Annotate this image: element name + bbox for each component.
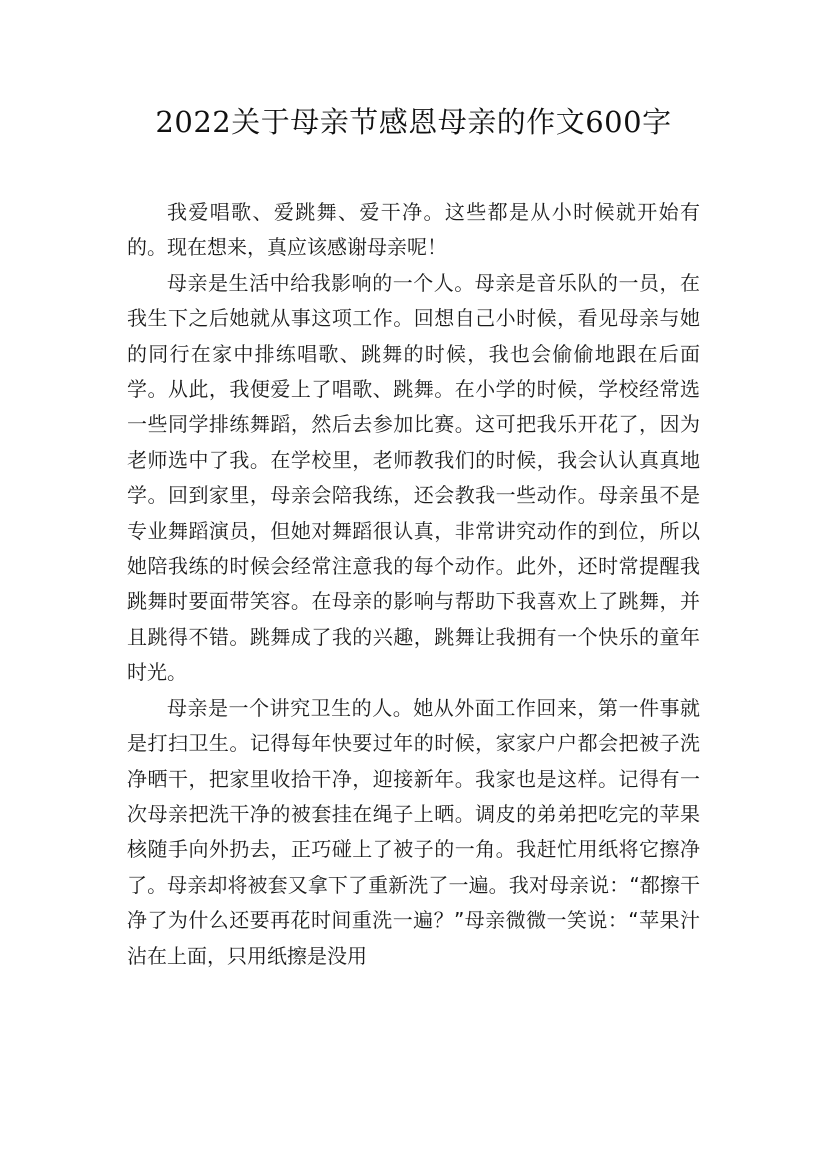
document-body	[127, 195, 700, 974]
paragraph: 母亲是一个讲究卫生的人。她从外面工作回来，第一件事就是打扫卫生。记得每年快要过年的时候，家家户户都会把被子洗净晒干，把家里收拾干净，迎接新年。我家也是这样。记得有一次母亲把洗干净的被套挂在绳子上晒。调皮的弟弟把吃完的苹果核随手向外扔去，正巧碰上了被子的一角。我赶忙用纸将它擦净了。母亲却将被套又拿下了重新洗了一遍。我对母亲说：“都擦干净了为什么还要再花时间重洗一遍？”母亲微微一笑说：“苹果汁沾在上面，只用纸擦是没用	[127, 695, 700, 968]
paragraph: 我爱唱歌、爱跳舞、爱干净。这些都是从小时候就开始有的。现在想来，真应该感谢母亲呢！	[127, 200, 700, 260]
paragraph: 母亲是生活中给我影响的一个人。母亲是音乐队的一员，在我生下之后她就从事这项工作。回想自己小时候，看见母亲与她的同行在家中排练唱歌、跳舞的时候，我也会偷偷地跟在后面学。从此，我便爱上了唱歌、跳舞。在小学的时候，学校经常选一些同学排练舞蹈，然后去参加比赛。这可把我乐开花了，因为老师选中了我。在学校里，老师教我们的时候，我会认认真真地学。回到家里，母亲会陪我练，还会教我一些动作。母亲虽不是专业舞蹈演员，但她对舞蹈很认真，非常讲究动作的到位，所以她陪我练的时候会经常注意我的每个动作。此外，还时常提醒我跳舞时要面带笑容。在母亲的影响与帮助下我喜欢上了跳舞，并且跳得不错。跳舞成了我的兴趣，跳舞让我拥有一个快乐的童年时光。	[127, 270, 700, 685]
document-title: 2022关于母亲节感恩母亲的作文600字	[155, 105, 672, 139]
